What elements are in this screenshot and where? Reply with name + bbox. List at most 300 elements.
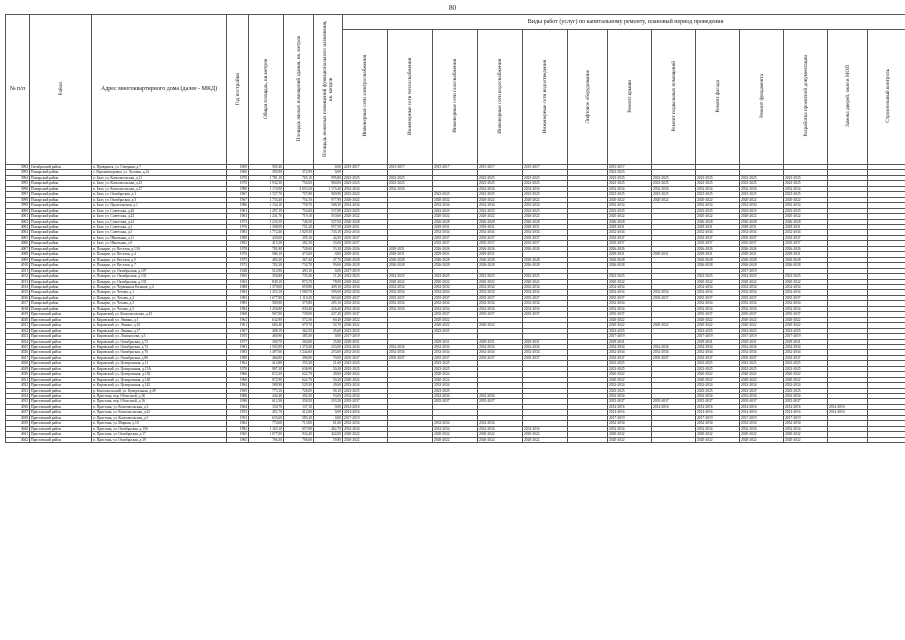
table-cell: 2017-2019	[608, 334, 652, 339]
table-cell: 2023-2023	[608, 170, 652, 175]
table-cell: Приставский район	[30, 350, 92, 355]
table-cell: 2035-2037	[652, 355, 696, 360]
table-cell: 2032-2034	[784, 383, 828, 388]
table-cell: 2020-2022	[696, 437, 740, 442]
table-cell: 2032-2034	[478, 290, 523, 295]
table-cell: 2020-2022	[478, 197, 523, 202]
table-cell: Приставский район	[30, 426, 92, 431]
table-cell: 3997	[6, 192, 30, 197]
table-cell: 2023-2025	[784, 361, 828, 366]
table-cell: 2029-2031	[696, 339, 740, 344]
table-cell: 2032-2034	[608, 186, 652, 191]
table-cell: 2032-2034	[343, 301, 388, 306]
table-cell: 2035-2037	[608, 312, 652, 317]
table-cell: 2026-2028	[608, 219, 652, 224]
table-cell: 2032-2034	[784, 350, 828, 355]
table-cell: 2035-2037	[523, 241, 568, 246]
table-cell: 1990	[227, 355, 249, 360]
table-cell: 2032-2034	[696, 421, 740, 426]
table-cell: 2020-2022	[343, 323, 388, 328]
table-cell: 2020-2022	[343, 317, 388, 322]
table-cell: 2035-2037	[784, 355, 828, 360]
table-cell: п. Кировский, ул. Центральная, д.142	[92, 383, 227, 388]
table-cell: 444,40	[249, 394, 284, 399]
table-cell: 2032-2034	[523, 426, 568, 431]
table-cell: 2029-2031	[478, 224, 523, 229]
table-cell: 2032-2034	[478, 203, 523, 208]
table-cell: 758,70	[284, 203, 314, 208]
table-cell: 766,30	[249, 437, 284, 442]
table-cell: 765,10	[284, 175, 314, 180]
table-cell: 2032-2034	[433, 306, 478, 311]
table-cell: 2014-2016	[740, 404, 784, 409]
table-cell: 2026-2028	[478, 219, 523, 224]
table-cell: 726,00	[284, 388, 314, 393]
table-cell: 2023-2025	[696, 388, 740, 393]
table-cell: 2020-2022	[784, 432, 828, 437]
table-cell: 1 077,00	[249, 432, 284, 437]
table-cell: 2023-2025	[343, 192, 388, 197]
table-cell: Пожарский район	[30, 246, 92, 251]
table-cell: 1973	[227, 263, 249, 268]
table-cell: 2023-2025	[696, 328, 740, 333]
table-cell	[652, 437, 696, 442]
table-cell: п. Пожарье, ул. Чехова, д.3	[92, 301, 227, 306]
table-cell: Приставский район	[30, 355, 92, 360]
table-cell: 45,60	[314, 328, 343, 333]
table-cell: 1965	[227, 437, 249, 442]
table-cell: 2017-2019	[740, 415, 784, 420]
table-cell: 2032-2034	[478, 394, 523, 399]
table-header-row	[6, 15, 905, 30]
table-cell: 2020-2022	[523, 279, 568, 284]
table-cell: 580,90	[249, 301, 284, 306]
table-cell: 2029-2031	[740, 252, 784, 257]
table-cell: 2026-2028	[784, 263, 828, 268]
table-row	[6, 437, 905, 442]
table-cell: 1 727,70	[249, 192, 284, 197]
table-cell: 54,70	[314, 323, 343, 328]
table-cell: 1992	[227, 241, 249, 246]
table-cell: 2026-2026	[608, 246, 652, 251]
table-cell: 2023-2025	[740, 181, 784, 186]
table-cell: 2026-2028	[343, 219, 388, 224]
table-cell: 49,60	[314, 383, 343, 388]
table-cell: Приставский район	[30, 410, 92, 415]
table-cell: 1985	[227, 301, 249, 306]
table-cell: 4020	[6, 317, 30, 322]
table-cell: 3993	[6, 170, 30, 175]
table-cell: 2023-2025	[433, 366, 478, 371]
table-cell: 2035-2037	[696, 355, 740, 360]
table-cell: 2032-2034	[696, 344, 740, 349]
table-cell: 2032-2034	[433, 284, 478, 289]
table-cell: 2023-2025	[433, 192, 478, 197]
table-cell: 2017-2019	[343, 415, 388, 420]
table-cell: 2032-2034	[652, 350, 696, 355]
table-cell: 2014-2016	[608, 404, 652, 409]
table-cell: с. Верхнепокровка, ул. Луговая, д.24	[92, 170, 227, 175]
table-body	[6, 165, 905, 443]
table-cell: 2026-2028	[433, 263, 478, 268]
table-cell: 2029-2031	[343, 252, 388, 257]
table-cell: 2029-2031	[523, 339, 568, 344]
table-cell: 2026-2026	[784, 246, 828, 251]
table-cell: 4027	[6, 355, 30, 360]
table-cell: Приставский район	[30, 344, 92, 349]
table-cell: п. Бахт, ул. Пролетарская, д.1	[92, 203, 227, 208]
table-cell: 2032-2034	[478, 301, 523, 306]
table-cell	[868, 437, 905, 442]
table-cell: 2023-2025	[740, 175, 784, 180]
table-cell: 2029-2031	[784, 252, 828, 257]
table-cell: 2023-2025	[478, 175, 523, 180]
table-cell: 50,40	[314, 366, 343, 371]
table-cell: 2032-2034	[784, 230, 828, 235]
header-work-gas: Инженерные сети газоснабжения	[433, 30, 478, 165]
table-cell: 2023-2025	[523, 208, 568, 213]
table-cell: 586,10	[249, 252, 284, 257]
table-cell: 2032-2034	[784, 421, 828, 426]
table-cell: 739,90	[284, 312, 314, 317]
table-cell: 510,60	[314, 214, 343, 219]
table-cell: 2026-2028	[740, 263, 784, 268]
table-cell: 2032-2034	[478, 344, 523, 349]
table-cell: 47,70	[314, 257, 343, 262]
table-cell: 2032-2034	[784, 290, 828, 295]
table-cell: 537,80	[314, 208, 343, 213]
table-cell: 4023	[6, 334, 30, 339]
table-cell: п. Пристань, пер. Областной, д.1Б	[92, 394, 227, 399]
table-cell: 2029-2031	[478, 339, 523, 344]
table-cell: 2023-2023	[388, 181, 433, 186]
table-cell: 2020-2022	[652, 323, 696, 328]
table-cell: 233,00	[314, 344, 343, 349]
table-cell: 2017-2019	[343, 334, 388, 339]
header-work-design-docs: Разработка проектной документации	[784, 30, 828, 165]
table-cell: 1 503,90	[249, 344, 284, 349]
table-cell: 2026-2028	[740, 257, 784, 262]
table-cell: 2032-2034	[388, 290, 433, 295]
table-cell: 751,20	[284, 224, 314, 229]
table-cell: 227,20	[314, 312, 343, 317]
table-cell: 1 980,70	[284, 290, 314, 295]
table-cell: 2032-2034	[784, 426, 828, 431]
table-cell: 1970	[227, 366, 249, 371]
table-cell: 2023-2025	[523, 175, 568, 180]
table-cell: 473,00	[284, 252, 314, 257]
table-cell: Пожарский район	[30, 263, 92, 268]
table-cell: 2035-2037	[740, 295, 784, 300]
table-cell: 21,60	[314, 361, 343, 366]
table-cell: 2032-2034	[343, 350, 388, 355]
table-cell: 2035-2037	[608, 235, 652, 240]
table-cell: 396,80	[284, 355, 314, 360]
table-cell: 2032-2034	[740, 230, 784, 235]
table-cell: 137,10	[284, 404, 314, 409]
table-cell: п. Бахт, ул. Советская, д.24	[92, 219, 227, 224]
table-cell: 2023-2025	[433, 361, 478, 366]
table-cell: 2032-2034	[784, 203, 828, 208]
table-cell: 4001	[6, 214, 30, 219]
table-cell: 2023-2025	[784, 388, 828, 393]
table-cell: 355,20	[284, 361, 314, 366]
table-cell: 1983	[227, 344, 249, 349]
table-cell: 719,10	[284, 214, 314, 219]
table-cell: 2023-2025	[740, 361, 784, 366]
table-cell: 3998	[6, 197, 30, 202]
table-cell: п. Пристань, ул. Комсомольская, д.3	[92, 404, 227, 409]
table-cell: 2035-2037	[478, 399, 523, 404]
table-cell: Пожарский район	[30, 257, 92, 262]
table-cell: п. Кировский, ул. Ломоносова, д.5	[92, 334, 227, 339]
table-cell: 1962	[227, 361, 249, 366]
table-cell: 622,70	[284, 377, 314, 382]
table-cell: 2032-2034	[696, 230, 740, 235]
table-cell: 2026-2028	[523, 257, 568, 262]
table-cell: 2032-2034	[696, 284, 740, 289]
table-cell: 1976	[227, 224, 249, 229]
table-cell: 2032-2034	[523, 186, 568, 191]
table-cell: 2032-2034	[696, 383, 740, 388]
table-cell: 2020-2022	[784, 279, 828, 284]
table-cell: 754,60	[284, 208, 314, 213]
table-cell: 2017-2019	[696, 415, 740, 420]
table-cell: 2020-2022	[784, 323, 828, 328]
table-cell: 4006	[6, 241, 30, 246]
table-cell: 2023-2025	[696, 274, 740, 279]
header-total-area: Общая площадь, кв.метров	[249, 15, 284, 165]
table-cell: 382,30	[284, 241, 314, 246]
table-cell: 2032-2034	[608, 383, 652, 388]
table-cell: 2020-2022	[784, 437, 828, 442]
table-cell: 1963	[227, 214, 249, 219]
table-cell: 2035-2037	[343, 355, 388, 360]
table-cell: п. Кировский, ул. Октябрьская, д.72	[92, 339, 227, 344]
table-cell: 2035-2037	[478, 241, 523, 246]
table-cell: 2035-2037	[343, 241, 388, 246]
table-cell: 362,50	[284, 328, 314, 333]
table-cell: 1963	[227, 279, 249, 284]
table-cell: 0,00	[314, 165, 343, 170]
table-cell: Пожарский район	[30, 268, 92, 273]
table-cell: 2020-2022	[740, 372, 784, 377]
table-cell: 2029-2031	[523, 224, 568, 229]
table-cell: 2020-2022	[523, 197, 568, 202]
table-cell: 2035-2037	[478, 295, 523, 300]
table-cell: 2032-2034	[784, 306, 828, 311]
table-cell: 527,00	[314, 219, 343, 224]
table-cell: 2032-2034	[343, 383, 388, 388]
table-cell: 505,30	[249, 165, 284, 170]
table-cell: 2032-2034	[433, 350, 478, 355]
table-cell: 2029-2031	[343, 339, 388, 344]
table-cell: 2023-2025	[784, 208, 828, 213]
table-cell: п. Пожарье, ул. Червонных Казаков, д.4	[92, 284, 227, 289]
table-cell: 2026-2028	[343, 263, 388, 268]
table-cell: 2020-2022	[784, 197, 828, 202]
table-cell: п. Бахт, ул. Школьная, д.9	[92, 241, 227, 246]
table-cell: 2023-2025	[433, 274, 478, 279]
table-cell: 1983	[227, 295, 249, 300]
table-cell: 2032-2034	[784, 301, 828, 306]
table-cell: 2035-2037	[784, 312, 828, 317]
table-cell: 967,90	[249, 312, 284, 317]
table-cell: 2029-2031	[433, 252, 478, 257]
table-cell: 1 244,60	[284, 350, 314, 355]
table-cell: Пожарский район	[30, 197, 92, 202]
table-cell: 4033	[6, 388, 30, 393]
table-cell: 2017-2019	[343, 268, 388, 273]
table-cell: 2035-2037	[343, 399, 388, 404]
table-cell: Пожарский район	[30, 175, 92, 180]
table-cell: 1 174,90	[249, 186, 284, 191]
table-cell: 672,30	[249, 372, 284, 377]
table-cell: 1 233,50	[249, 219, 284, 224]
table-cell: 2023-2025	[523, 274, 568, 279]
table-cell: 2032-2034	[343, 344, 388, 349]
table-cell: 2035-2037	[696, 235, 740, 240]
table-cell: 2035-2037	[608, 295, 652, 300]
table-cell: 633,60	[249, 415, 284, 420]
header-work-facade: Ремонт фасада	[696, 30, 740, 165]
table-cell: 4019	[6, 312, 30, 317]
table-cell: 2032-2034	[388, 306, 433, 311]
table-cell: Приставский район	[30, 377, 92, 382]
table-cell: 4038	[6, 415, 30, 420]
table-cell: 2026-2028	[696, 219, 740, 224]
table-cell: 4032	[6, 383, 30, 388]
header-work-heating: Инженерные сети теплоснабжения	[388, 30, 433, 165]
table-cell: 2032-2034	[608, 350, 652, 355]
table-cell: 2020-2022	[652, 197, 696, 202]
table-cell: 636,90	[284, 366, 314, 371]
table-cell: 1961	[227, 323, 249, 328]
table-cell: 1984	[227, 383, 249, 388]
table-cell: 2020-2022	[608, 214, 652, 219]
table-cell: 372,90	[284, 170, 314, 175]
table-cell: 2020-2022	[696, 372, 740, 377]
table-cell: Приставский район	[30, 334, 92, 339]
table-cell: п. Пристань, ул. Мирная, д.16	[92, 421, 227, 426]
table-cell: 2023-2025	[784, 175, 828, 180]
table-cell: Пожарский район	[30, 284, 92, 289]
table-cell: п. Бахт, ул. Комсомольская, д.27	[92, 186, 227, 191]
table-cell: 672,90	[249, 377, 284, 382]
table-cell: 1967	[227, 192, 249, 197]
table-cell: 451,70	[249, 410, 284, 415]
table-cell: 2015-2017	[608, 165, 652, 170]
table-cell: 3995	[6, 181, 30, 186]
table-cell: 2035-2037	[523, 295, 568, 300]
table-cell: 2029-2031	[740, 224, 784, 229]
table-cell: 2020-2022	[433, 377, 478, 382]
table-cell: 2035-2037	[523, 235, 568, 240]
table-cell: 1977	[227, 339, 249, 344]
table-cell: 2032-2034	[608, 203, 652, 208]
table-cell: Приставский район	[30, 361, 92, 366]
table-cell: 493,10	[284, 268, 314, 273]
table-cell: 2035-2037	[696, 312, 740, 317]
table-cell: Пожарский район	[30, 235, 92, 240]
table-cell: 1986	[227, 203, 249, 208]
table-cell: 2023-2025	[523, 181, 568, 186]
table-cell: п. Пристань, ул. Комсомольская, д.42	[92, 410, 227, 415]
table-cell: 60,40	[314, 317, 343, 322]
table-cell: 1962	[227, 421, 249, 426]
table-cell: 2020-2022	[696, 317, 740, 322]
table-cell: 2035-2037	[740, 235, 784, 240]
header-work-electric: Инженерные сети электроснабжения	[343, 30, 388, 165]
table-cell: 2026-2028	[784, 257, 828, 262]
table-cell: 0,00	[314, 334, 343, 339]
table-cell: 2032-2034	[608, 290, 652, 295]
table-cell: 2032-2034	[478, 350, 523, 355]
table-cell: 713,00	[284, 421, 314, 426]
table-cell: 2026-2026	[696, 246, 740, 251]
table-cell: 585,40	[284, 415, 314, 420]
table-cell: 2020-2022	[784, 317, 828, 322]
table-cell: 2035-2037	[740, 355, 784, 360]
table-cell: 2023-2025	[478, 192, 523, 197]
table-cell: 2026-2028	[433, 219, 478, 224]
table-cell: 49,60	[314, 372, 343, 377]
table-cell: 2029-2031	[433, 339, 478, 344]
table-cell: 1983	[227, 230, 249, 235]
table-cell: 2035-2037	[696, 399, 740, 404]
table-cell: 2023-2025	[608, 181, 652, 186]
table-cell: Пожарский район	[30, 203, 92, 208]
table-cell: 2023-2025	[740, 388, 784, 393]
table-cell: 2020-2022	[608, 197, 652, 202]
table-cell: 2023-2025	[478, 181, 523, 186]
table-cell: 2026-2028	[388, 257, 433, 262]
table-cell: 4011	[6, 268, 30, 273]
table-cell: 2020-2022	[696, 432, 740, 437]
table-cell: 4003	[6, 224, 30, 229]
header-work-water: Инженерные сети водоснабжения	[478, 30, 523, 165]
table-cell: 1 677,80	[249, 295, 284, 300]
table-cell: 2026-2028	[696, 263, 740, 268]
table-cell: 2020-2022	[740, 323, 784, 328]
table-cell: п. Бахт, ул. Советская, д.20	[92, 208, 227, 213]
header-nonres-area: Площадь нежилых помещений функционального назначения, кв. метров	[314, 15, 343, 165]
table-cell: 4013	[6, 279, 30, 284]
table-cell: п. Пожарье, ул. Октябрьская, д.107	[92, 268, 227, 273]
table-cell: 2023-2025	[696, 366, 740, 371]
table-cell: 2032-2034	[388, 186, 433, 191]
table-cell: 588,90	[249, 383, 284, 388]
table-cell: Пожарский район	[30, 295, 92, 300]
table-cell: Пожарский район	[30, 181, 92, 186]
table-cell: 2032-2034	[696, 306, 740, 311]
table-cell: 2020-2022	[433, 432, 478, 437]
table-cell: 2023-2025	[608, 366, 652, 371]
table-cell: Приставский район	[30, 394, 92, 399]
table-cell: 2032-2034	[433, 394, 478, 399]
table-cell: 1969	[227, 388, 249, 393]
table-cell: 2023-2025	[343, 366, 388, 371]
table-cell: 1 308,00	[249, 224, 284, 229]
table-cell: п. Пожарье, ул. Чехова, д.1	[92, 290, 227, 295]
table-cell: 1963	[227, 208, 249, 213]
table-cell: 2032-2034	[523, 203, 568, 208]
table-cell: 25,80	[314, 339, 343, 344]
table-cell: 2029-2031	[388, 246, 433, 251]
table-cell: 2023-2025	[343, 274, 388, 279]
table-cell: 1966	[227, 372, 249, 377]
table-cell: 1965	[227, 432, 249, 437]
